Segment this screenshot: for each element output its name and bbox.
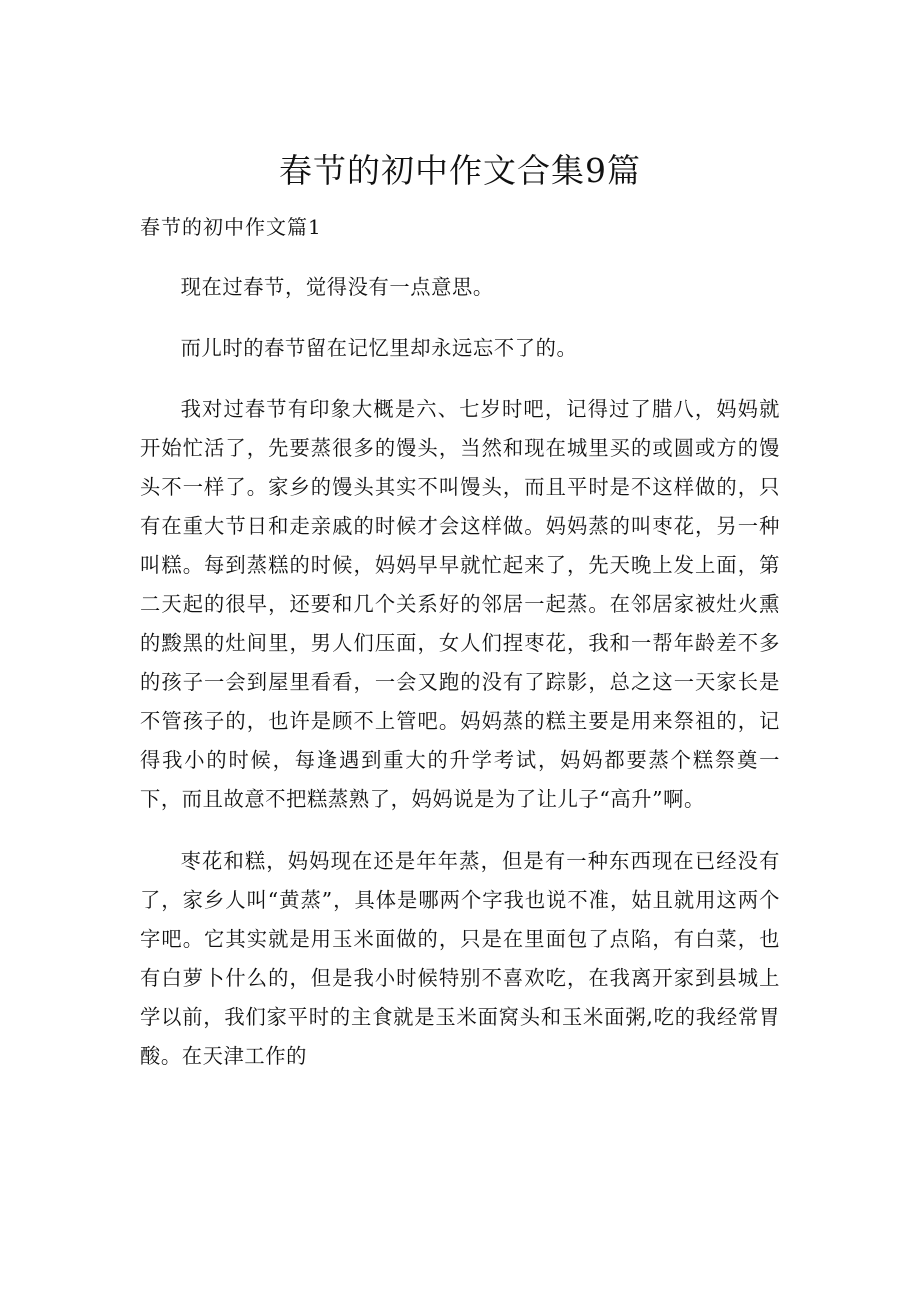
paragraph-1: 现在过春节，觉得没有一点意思。 — [180, 275, 494, 299]
essay-body — [140, 268, 780, 1099]
paragraph-2: 而儿时的春节留在记忆里却永远忘不了的。 — [180, 336, 578, 360]
paragraph-3: 我对过春节有印象大概是六、七岁时吧，记得过了腊八，妈妈就开始忙活了，先要蒸很多的馒头，当然和现在城里买的或圆或方的馒头不一样了。家乡的馒头其实不叫馒头，而且平时是不这样做的，只有在重大节日和走亲戚的时候才会这样做。妈妈蒸的叫枣花，另一种叫糕。每到蒸糕的时候，妈妈早早就忙起来了，先天晚上发上面，第二天起的很早，还要和几个关系好的邻居一起蒸。在邻居家被灶火熏的黢黑的灶间里，男人们压面，女人们捏枣花，我和一帮年龄差不多的孩子一会到屋里看看，一会又跑的没有了踪影，总之这一天家长是不管孩子的，也许是顾不上管吧。妈妈蒸的糕主要是用来祭祖的，记得我小的时候，每逢遇到重大的升学考试，妈妈都要蒸个糕祭奠一下，而且故意不把糕蒸熟了，妈妈说是为了让儿子“高升”啊。 — [140, 397, 780, 811]
document-title: 春节的初中作文合集9篇 — [279, 151, 641, 190]
section-heading: 春节的初中作文篇1 — [140, 215, 322, 239]
paragraph-4: 枣花和糕，妈妈现在还是年年蒸，但是有一种东西现在已经没有了，家乡人叫“黄蒸”，具体是哪两个字我也说不准，姑且就用这两个字吧。它其实就是用玉米面做的，只是在里面包了点陷，有白菜，也有白萝卜什么的，但是我小时候特别不喜欢吃，在我离开家到县城上学以前，我们家平时的主食就是玉米面窝头和玉米面粥,吃的我经常胃酸。在天津工作的 — [140, 849, 780, 1068]
